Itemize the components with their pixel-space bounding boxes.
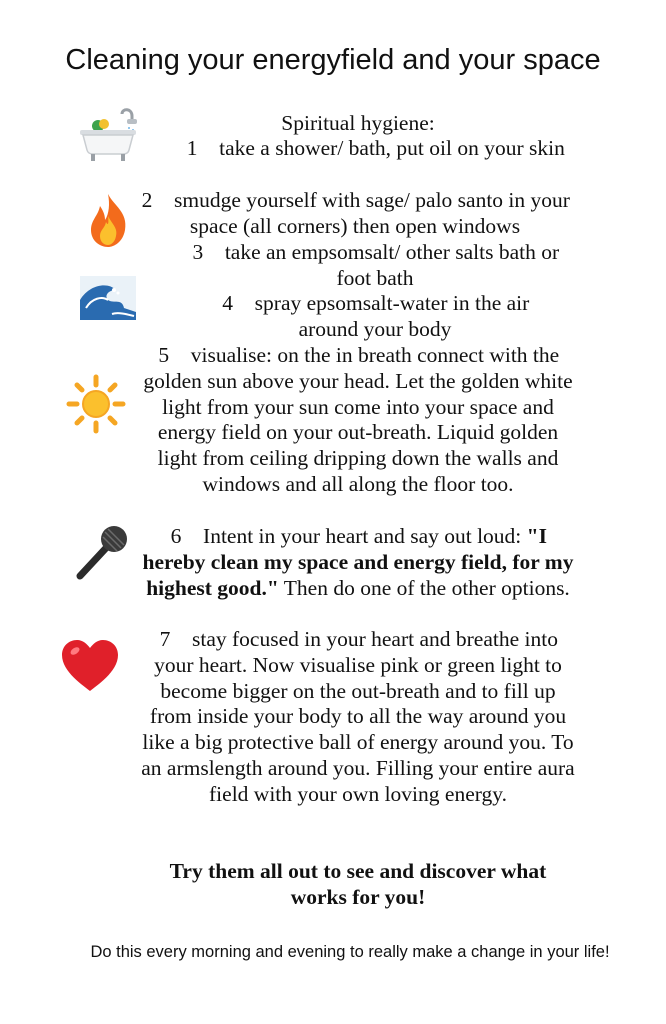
section-heading: Spiritual hygiene: (281, 111, 435, 135)
step-number: 3 (192, 240, 204, 264)
step-4 (200, 291, 550, 343)
step-text: Intent in your heart and say out loud: (203, 524, 522, 548)
page-title: Cleaning your energyfield and your space (65, 44, 601, 76)
bathtub-icon (78, 104, 138, 164)
step-text: visualise: on the in breath connect with the golden sun above your head. Let the golden white light from your sun come into your space and energy field on your out-breath. Liquid golden light from ceiling dripping down the walls and windows and all along the floor too. (143, 343, 573, 496)
step-text: smudge yourself with sage/ palo santo in your space (all corners) then open windows (174, 188, 570, 238)
heart-icon (60, 636, 120, 696)
step-number: 5 (158, 343, 170, 367)
step-1 (180, 136, 570, 162)
footer-note: Do this every morning and evening to really make a change in your life! (90, 943, 610, 961)
step-text: take a shower/ bath, put oil on your skin (219, 136, 565, 160)
step-7 (140, 627, 576, 808)
closing-note: Try them all out to see and discover what works for you! (169, 859, 547, 909)
sun-icon (66, 374, 126, 434)
microphone-icon (72, 522, 132, 582)
fire-icon (78, 190, 138, 250)
step-2 (140, 188, 570, 240)
step-text: spray epsomsalt-water in the air around your body (254, 291, 530, 341)
step-text: stay focused in your heart and breathe into your heart. Now visualise pink or green light to become bigger on the out-breath and to fill up from inside your body to all the way around you like a big protective ball of energy around you. To an armslength around you. Filling your entire aura field with your own loving energy. (141, 627, 575, 806)
step-number: 2 (141, 188, 153, 212)
affirmation-quote: "I hereby clean my space and energy field, for my highest good." (142, 524, 574, 600)
step-3 (185, 240, 565, 292)
step-text: take an empsomsalt/ other salts bath or foot bath (224, 240, 560, 290)
step-text-after: Then do one of the other options. (283, 575, 570, 600)
step-5 (140, 343, 576, 498)
step-number: 4 (222, 291, 234, 315)
step-number: 7 (159, 627, 171, 651)
wave-icon (78, 268, 138, 328)
step-number: 1 (186, 136, 198, 160)
step-6 (140, 524, 576, 601)
step-number: 6 (170, 524, 182, 548)
